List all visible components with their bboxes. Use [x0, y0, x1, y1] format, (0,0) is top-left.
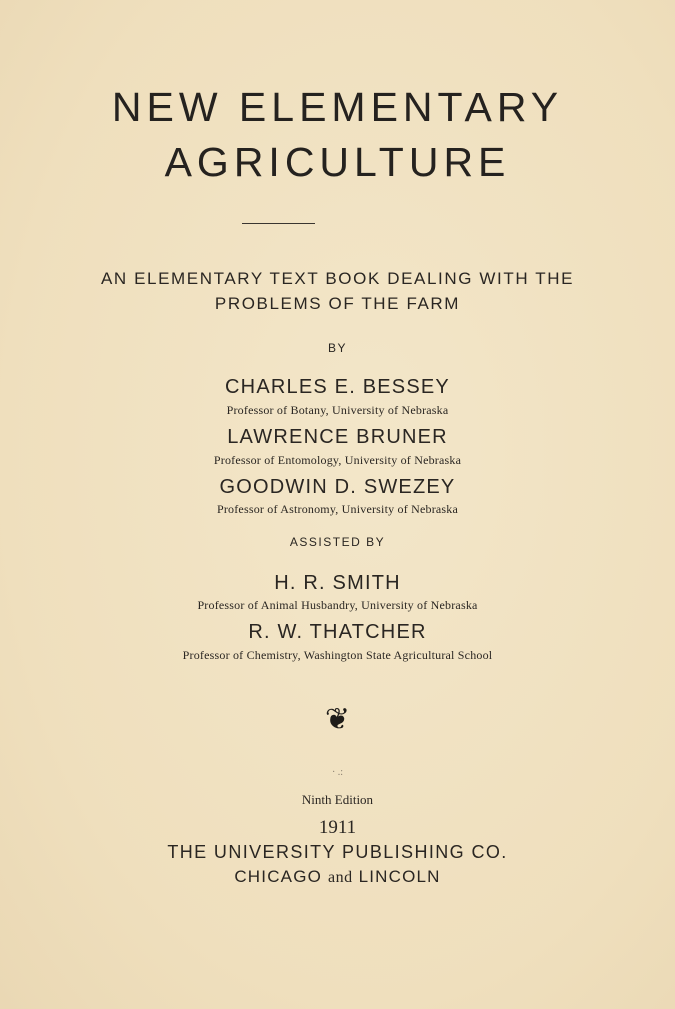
- subtitle-line-2: PROBLEMS OF THE FARM: [214, 294, 461, 313]
- author-name-1: CHARLES E. BESSEY: [225, 376, 450, 398]
- faint-mark: · .:: [331, 767, 344, 778]
- assisted-by-label: ASSISTED BY: [289, 535, 386, 549]
- publication-year: 1911: [318, 817, 357, 838]
- book-title-line-1: NEW ELEMENTARY: [111, 84, 564, 130]
- book-title-line-2: AGRICULTURE: [164, 139, 511, 185]
- author-name-2: LAWRENCE BRUNER: [227, 426, 448, 448]
- assistant-affiliation-2: Professor of Chemistry, Washington State Agricultural School: [182, 648, 493, 662]
- edition-label: Ninth Edition: [301, 792, 374, 807]
- assistant-affiliation-1: Professor of Animal Husbandry, University of Nebraska: [197, 598, 478, 612]
- assistant-name-1: H. R. SMITH: [274, 572, 401, 594]
- city-chicago: CHICAGO: [234, 867, 323, 886]
- author-affiliation-3: Professor of Astronomy, University of Nebraska: [216, 502, 459, 516]
- publisher-cities: [0, 867, 675, 887]
- subtitle-line-1: AN ELEMENTARY TEXT BOOK DEALING WITH THE: [100, 269, 575, 288]
- publisher-name: THE UNIVERSITY PUBLISHING CO.: [167, 842, 508, 862]
- assistant-name-2: R. W. THATCHER: [248, 621, 427, 643]
- author-affiliation-2: Professor of Entomology, University of Nebraska: [213, 453, 462, 467]
- city-lincoln: LINCOLN: [358, 867, 441, 886]
- by-label: BY: [327, 341, 347, 355]
- city-conjunction: and: [328, 869, 353, 886]
- printers-ornament-icon: ❦: [324, 702, 351, 737]
- author-affiliation-1: Professor of Botany, University of Nebraska: [226, 403, 449, 417]
- author-name-3: GOODWIN D. SWEZEY: [219, 476, 456, 498]
- title-divider: [242, 223, 315, 224]
